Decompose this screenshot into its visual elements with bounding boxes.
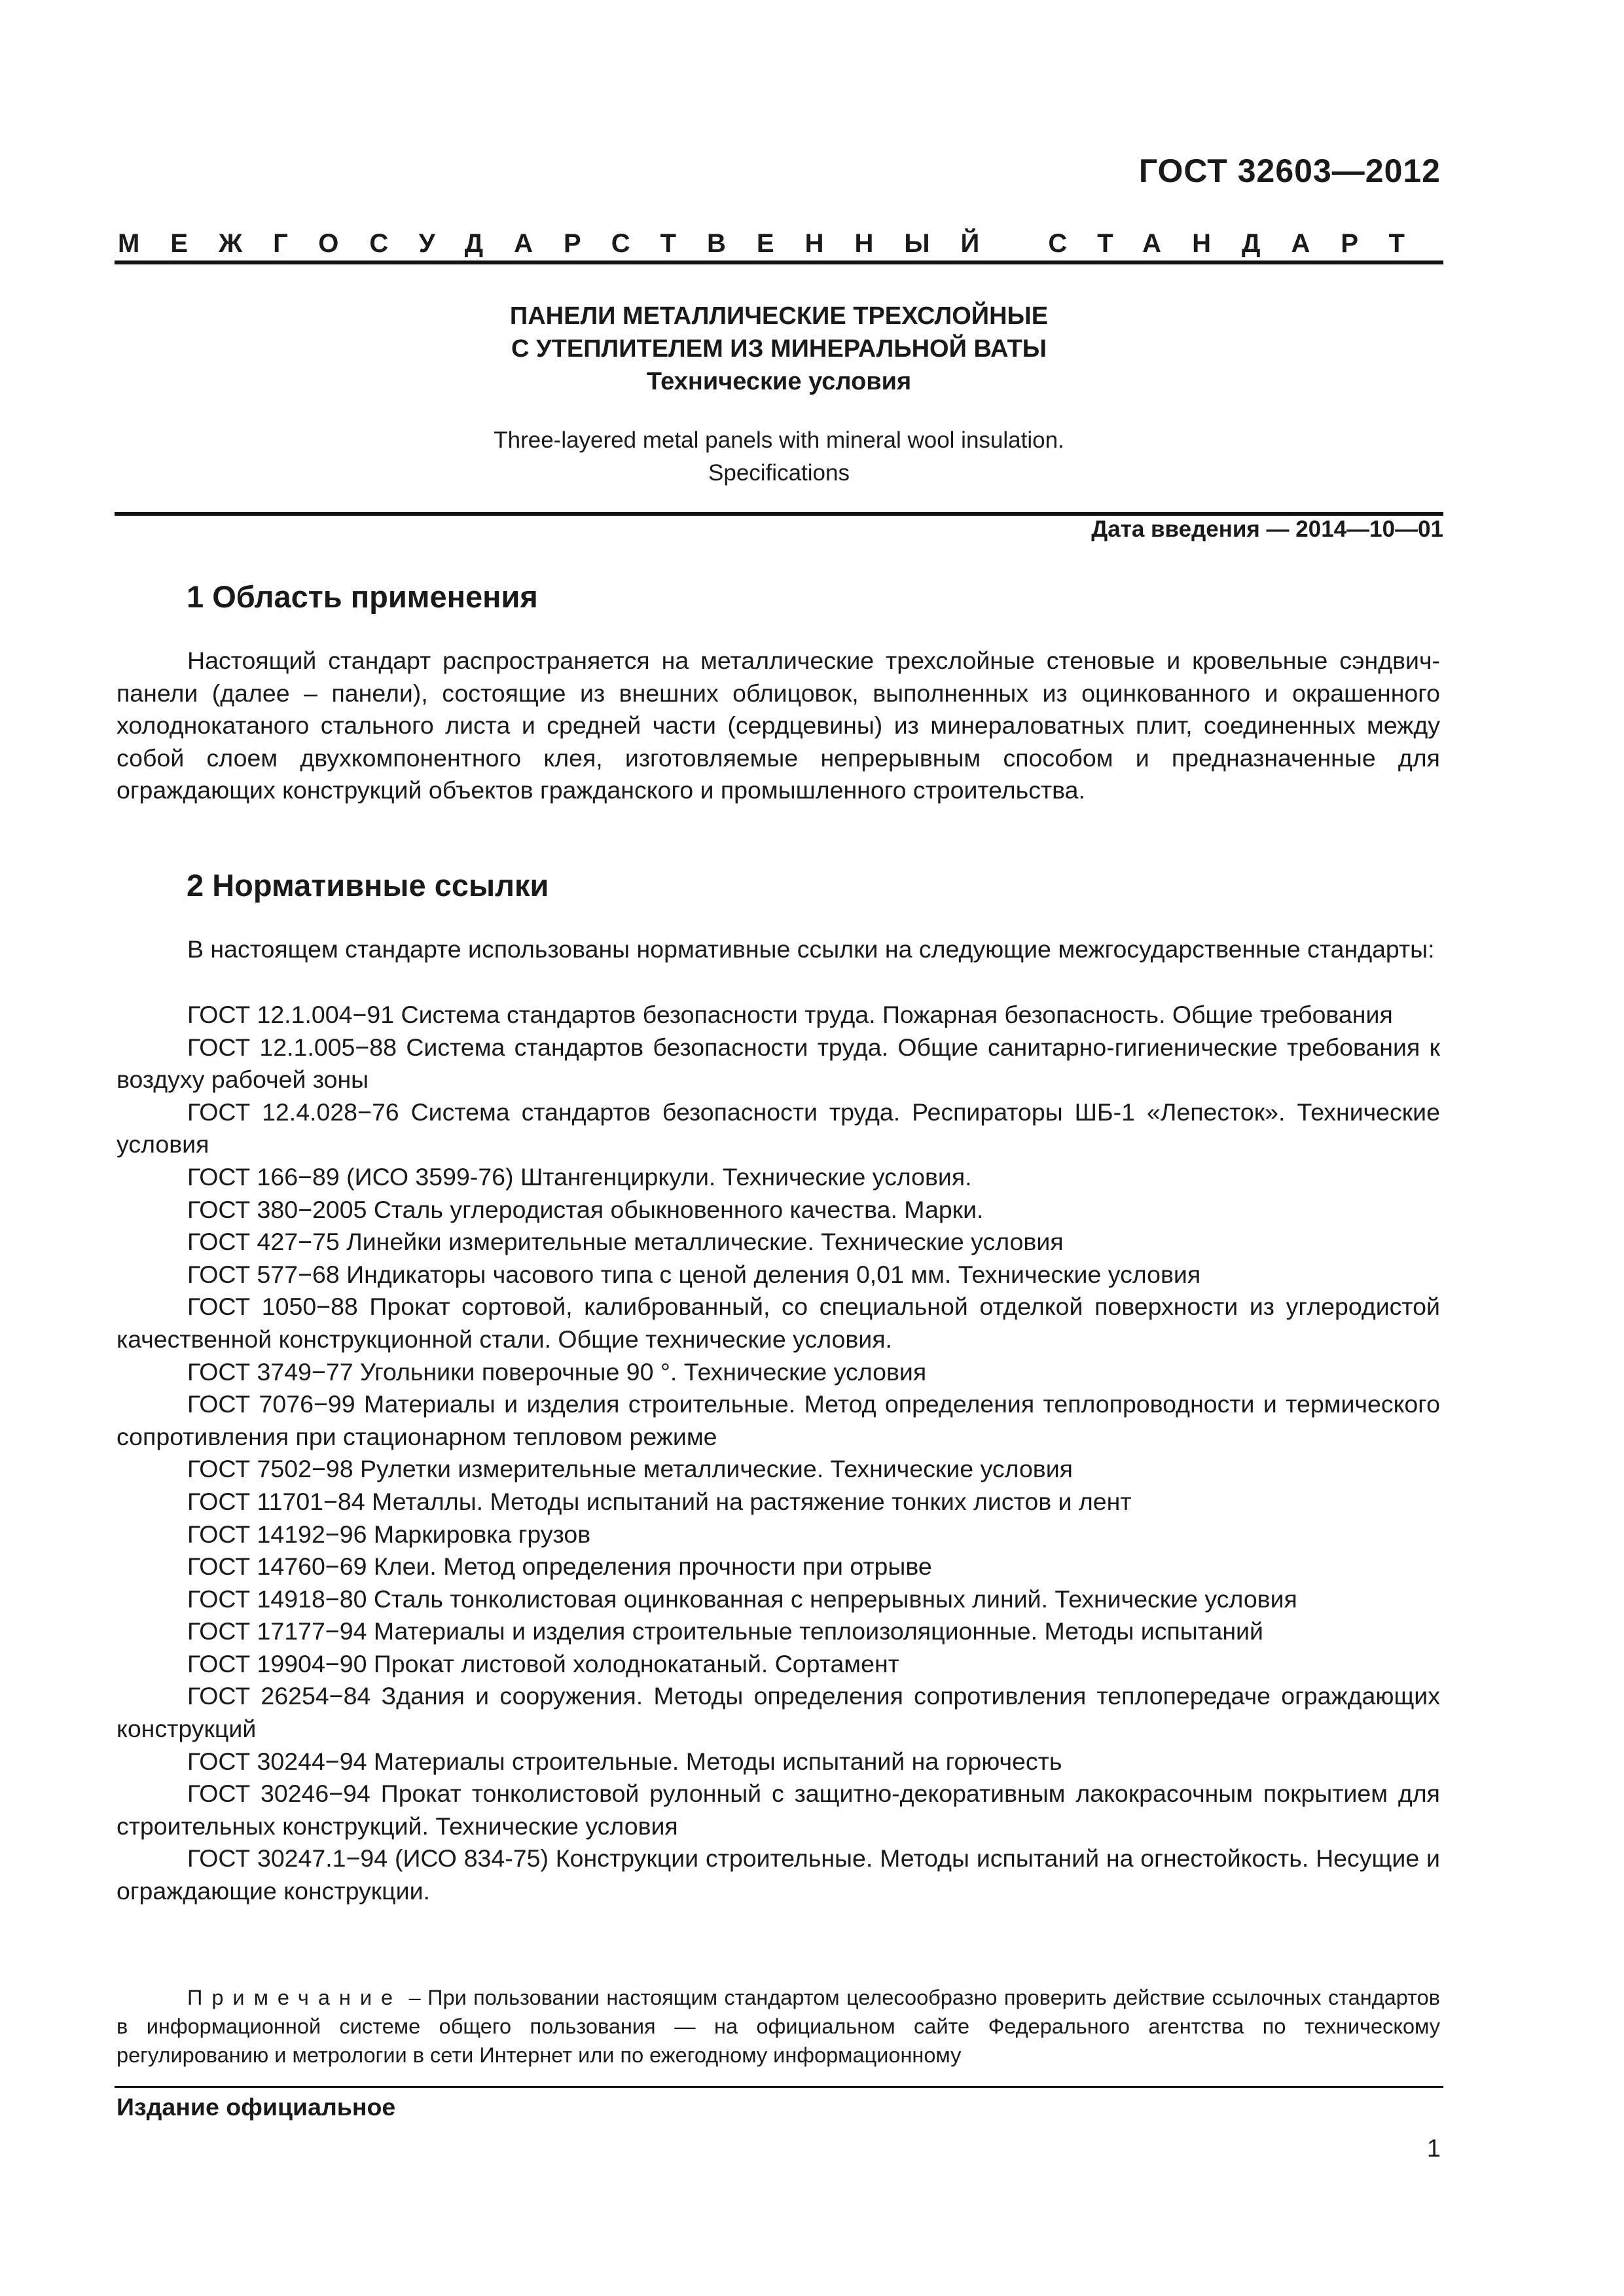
- title-line-3: Технические условия: [646, 368, 912, 395]
- reference-item: ГОСТ 30247.1−94 (ИСО 834-75) Конструкции строительные. Методы испытаний на огнестойкость. Несущие и ограждающие конструкции.: [117, 1844, 1440, 1905]
- note-text: – При пользовании настоящим стандартом целесообразно проверить действие ссылочных стандартов в информационной системе общего пользования — на официальном сайте Федерального агентства по техническому регулированию и метрологии в сети Интернет или по ежегодному информационному: [117, 1986, 1440, 2067]
- reference-item: ГОСТ 14192−96 Маркировка грузов: [187, 1520, 591, 1548]
- introduction-date: Дата введения — 2014—10—01: [1091, 516, 1443, 542]
- reference-item: ГОСТ 11701−84 Металлы. Методы испытаний на растяжение тонких листов и лент: [187, 1487, 1132, 1515]
- title-block: [115, 300, 1443, 398]
- reference-item: ГОСТ 7502−98 Рулетки измерительные металлические. Технические условия: [187, 1455, 1073, 1483]
- top-rule: [115, 260, 1443, 264]
- reference-item: ГОСТ 12.1.004−91 Система стандартов безопасности труда. Пожарная безопасность. Общие требования: [187, 1001, 1393, 1028]
- reference-item: ГОСТ 3749−77 Угольники поверочные 90 °. Технические условия: [187, 1357, 927, 1386]
- footer-rule: [115, 2086, 1443, 2088]
- reference-item: ГОСТ 30244−94 Материалы строительные. Методы испытаний на горючесть: [187, 1747, 1062, 1775]
- note-paragraph: [117, 1983, 1440, 2070]
- document-number: ГОСТ 32603—2012: [1138, 152, 1441, 189]
- reference-item: ГОСТ 7076−99 Материалы и изделия строительные. Метод определения теплопроводности и термического сопротивления при стационарном тепловом режиме: [117, 1390, 1440, 1450]
- reference-item: ГОСТ 14918−80 Сталь тонколистовая оцинкованная с непрерывных линий. Технические условия: [187, 1585, 1297, 1613]
- interstate-standard-label: МЕЖГОСУДАРСТВЕННЫЙ СТАНДАРТ: [118, 229, 1435, 258]
- english-title-line-2: Specifications: [708, 460, 850, 486]
- title-line-2: С УТЕПЛИТЕЛЕМ ИЗ МИНЕРАЛЬНОЙ ВАТЫ: [511, 335, 1047, 363]
- reference-item: ГОСТ 14760−69 Клеи. Метод определения прочности при отрыве: [187, 1552, 932, 1581]
- section-2-heading: 2 Нормативные ссылки: [187, 868, 549, 903]
- reference-item: ГОСТ 30246−94 Прокат тонколистовой рулонный с защитно-декоративным лакокрасочным покрытием для строительных конструкций. Технические условия: [117, 1780, 1440, 1840]
- english-title-line-1: Three-layered metal panels with mineral wool insulation.: [494, 427, 1064, 453]
- note-label: Примечание: [187, 1986, 403, 2009]
- references-list: [117, 999, 1440, 1908]
- reference-item: ГОСТ 1050−88 Прокат сортовой, калиброванный, со специальной отделкой поверхности из углеродистой качественной конструкционной стали. Общие технические условия.: [117, 1293, 1440, 1353]
- title-rule: [115, 512, 1443, 516]
- reference-item: ГОСТ 577−68 Индикаторы часового типа с ценой деления 0,01 мм. Технические условия: [187, 1260, 1201, 1288]
- section-1-text: Настоящий стандарт распространяется на металлические трехслойные стеновые и кровельные сэндвич-панели (далее – панели), состоящие из внешних облицовок, выполненных из оцинкованного и окрашенного холоднокатаного стального листа и средней части (сердцевины) из минераловатных плит, соединенных между собой слоем двухкомпонентного клея, изготовляемые непрерывным способом и предназначенные для ограждающих конструкций объектов гражданского и промышленного строительства.: [117, 647, 1440, 804]
- page-number: 1: [1426, 2135, 1441, 2162]
- english-title: [115, 424, 1443, 490]
- title-line-1: ПАНЕЛИ МЕТАЛЛИЧЕСКИЕ ТРЕХСЛОЙНЫЕ: [509, 302, 1049, 330]
- reference-item: ГОСТ 12.1.005−88 Система стандартов безопасности труда. Общие санитарно-гигиенические требования к воздуху рабочей зоны: [117, 1033, 1440, 1094]
- official-edition-label: Издание официальное: [117, 2093, 396, 2121]
- reference-item: ГОСТ 19904−90 Прокат листовой холоднокатаный. Сортамент: [187, 1649, 899, 1677]
- section-1-heading: 1 Область применения: [187, 579, 538, 614]
- reference-item: ГОСТ 12.4.028−76 Система стандартов безопасности труда. Респираторы ШБ-1 «Лепесток». Технические условия: [117, 1098, 1440, 1158]
- reference-item: ГОСТ 380−2005 Сталь углеродистая обыкновенного качества. Марки.: [187, 1195, 984, 1223]
- reference-item: ГОСТ 26254−84 Здания и сооружения. Методы определения сопротивления теплопередаче ограждающих конструкций: [117, 1682, 1440, 1743]
- reference-item: ГОСТ 17177−94 Материалы и изделия строительные теплоизоляционные. Методы испытаний: [187, 1617, 1263, 1645]
- reference-item: ГОСТ 427−75 Линейки измерительные металлические. Технические условия: [187, 1228, 1064, 1256]
- section-2-intro: В настоящем стандарте использованы нормативные ссылки на следующие межгосударственные стандарты:: [187, 935, 1435, 963]
- reference-item: ГОСТ 166−89 (ИСО 3599-76) Штангенциркули. Технические условия.: [187, 1162, 972, 1191]
